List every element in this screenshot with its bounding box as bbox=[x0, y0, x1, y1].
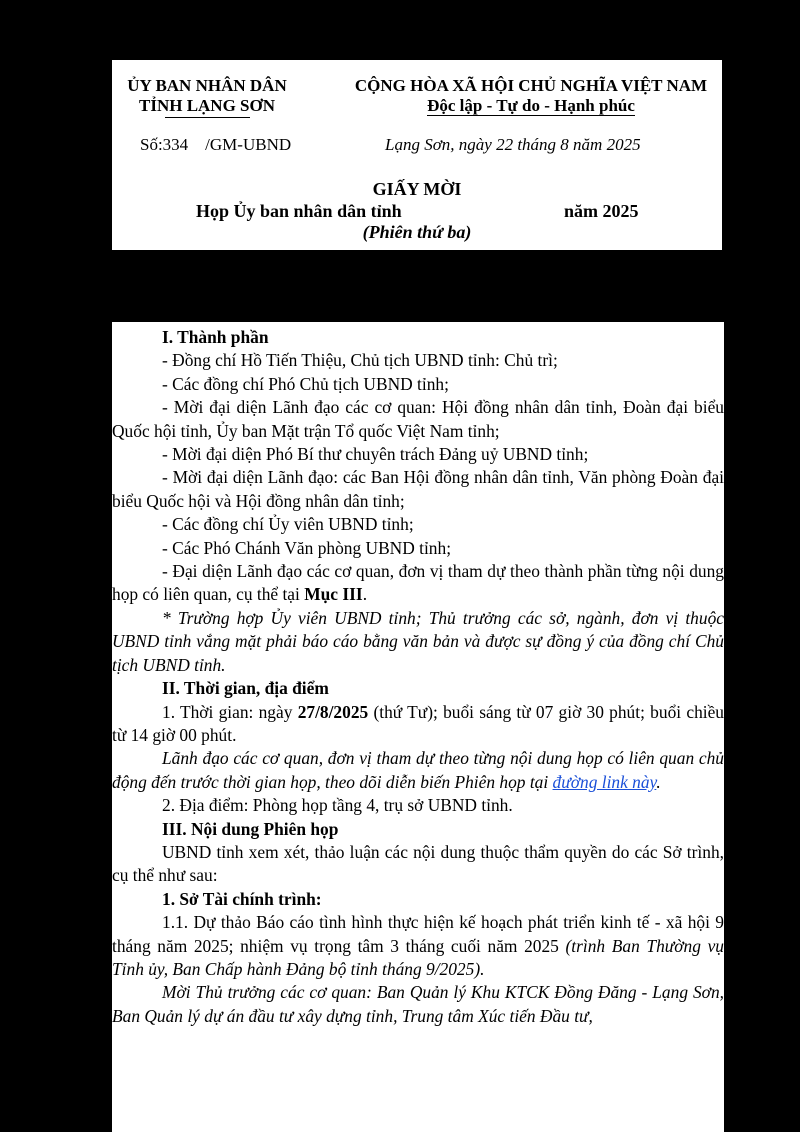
authority-underline bbox=[165, 117, 250, 118]
participant-item: - Mời đại diện Lãnh đạo các cơ quan: Hội đồng nhân dân tỉnh, Đoàn đại biểu Quốc hội tỉnh, Ủy ban Mặt trận Tổ quốc Việt Nam tỉnh; bbox=[112, 397, 724, 441]
authority-line2: TỈNH LẠNG SƠN bbox=[138, 96, 276, 115]
participant-item: - Mời đại diện Phó Bí thư chuyên trách Đảng uỷ UBND tỉnh; bbox=[162, 444, 589, 465]
section-heading-time-venue: II. Thời gian, địa điểm bbox=[162, 678, 329, 699]
livestream-link[interactable]: đường link này bbox=[552, 771, 657, 792]
participant-item: - Đồng chí Hồ Tiến Thiệu, Chủ tịch UBND tỉnh: Chủ trì; bbox=[162, 350, 558, 371]
agenda-invitees: Mời Thủ trưởng các cơ quan: Ban Quản lý Khu KTCK Đồng Đăng - Lạng Sơn, Ban Quản lý dự án đầu tư xây dựng tỉnh, Trung tâm Xúc tiến Đầu tư, bbox=[112, 982, 724, 1026]
attendance-end: . bbox=[656, 771, 661, 792]
participant-item: - Các đồng chí Ủy viên UBND tỉnh; bbox=[162, 514, 414, 535]
agenda-item-text: 1.1. Dự thảo Báo cáo tình hình thực hiện kế hoạch phát triển kinh tế - xã hội 9 tháng năm 2025; nhiệm vụ trọng tâm 3 tháng cuối năm 2025 bbox=[112, 912, 724, 956]
participant-item: - Mời đại diện Lãnh đạo: các Ban Hội đồng nhân dân tỉnh, Văn phòng Đoàn đại biểu Quốc hội và Hội đồng nhân dân tỉnh; bbox=[112, 467, 724, 511]
document-subtitle bbox=[112, 201, 722, 223]
participant-item-last: - Đại diện Lãnh đạo các cơ quan, đơn vị tham dự theo thành phần từng nội dung họp có liên quan, cụ thể tại Mục III. bbox=[112, 561, 724, 605]
participant-item: - Các Phó Chánh Văn phòng UBND tỉnh; bbox=[162, 537, 452, 558]
participant-item: - Các đồng chí Phó Chủ tịch UBND tỉnh; bbox=[162, 373, 449, 394]
motto: Độc lập - Tự do - Hạnh phúc bbox=[427, 96, 635, 115]
meeting-date: 27/8/2025 bbox=[297, 701, 369, 722]
attendance-text: Lãnh đạo các cơ quan, đơn vị tham dự theo từng nội dung họp có liên quan chủ động đến trước thời gian họp, theo dõi diễn biến Phiên họp tại bbox=[112, 748, 724, 792]
section-reference: Mục III bbox=[304, 584, 363, 605]
absence-note: * Trường hợp Ủy viên UBND tỉnh; Thủ trưởng các sở, ngành, đơn vị thuộc UBND tỉnh vắng mặt phải báo cáo bằng văn bản và được sự đồng ý của đồng chí Chủ tịch UBND tỉnh. bbox=[112, 607, 724, 675]
document-body bbox=[112, 322, 724, 1132]
meeting-time bbox=[112, 701, 724, 748]
time-detail: (thứ Tư); buổi sáng từ 07 giờ 30 phút; buổi chiều từ 14 giờ 00 phút. bbox=[112, 701, 724, 745]
issuing-authority bbox=[112, 76, 302, 116]
session-label: (Phiên thứ ba) bbox=[362, 222, 472, 242]
subtitle-start: Họp Ủy ban nhân dân tỉnh bbox=[196, 201, 402, 221]
authority-line1: ỦY BAN NHÂN DÂN bbox=[127, 76, 287, 95]
attendance-note bbox=[112, 747, 724, 794]
time-label: 1. Thời gian: ngày bbox=[162, 701, 298, 722]
agenda-item-note: (trình Ban Thường vụ Tỉnh ủy, Ban Chấp hành Đảng bộ tỉnh tháng 9/2025). bbox=[112, 935, 724, 979]
agenda-intro: UBND tỉnh xem xét, thảo luận các nội dung thuộc thẩm quyền do các Sở trình, cụ thể như sau: bbox=[112, 841, 724, 886]
section-heading-participants: I. Thành phần bbox=[162, 327, 269, 347]
document-number: Số:334 /GM-UBND bbox=[140, 135, 292, 154]
participant-text: - Đại diện Lãnh đạo các cơ quan, đơn vị tham dự theo thành phần từng nội dung họp có liên quan, cụ thể tại bbox=[112, 561, 724, 605]
subtitle-end: năm 2025 bbox=[564, 201, 639, 221]
place-date: Lạng Sơn, ngày 22 tháng 8 năm 2025 bbox=[385, 135, 641, 154]
section-heading-agenda: III. Nội dung Phiên họp bbox=[162, 818, 339, 839]
nation-name: CỘNG HÒA XÃ HỘI CHỦ NGHĨA VIỆT NAM bbox=[354, 76, 708, 95]
redaction-block bbox=[410, 204, 560, 222]
agenda-item bbox=[112, 911, 724, 981]
document-title: GIẤY MỜI bbox=[372, 179, 462, 199]
agenda-subheading-finance: 1. Sở Tài chính trình: bbox=[162, 888, 322, 909]
meeting-venue: 2. Địa điểm: Phòng họp tầng 4, trụ sở UBND tỉnh. bbox=[162, 795, 513, 816]
national-motto bbox=[340, 76, 722, 116]
